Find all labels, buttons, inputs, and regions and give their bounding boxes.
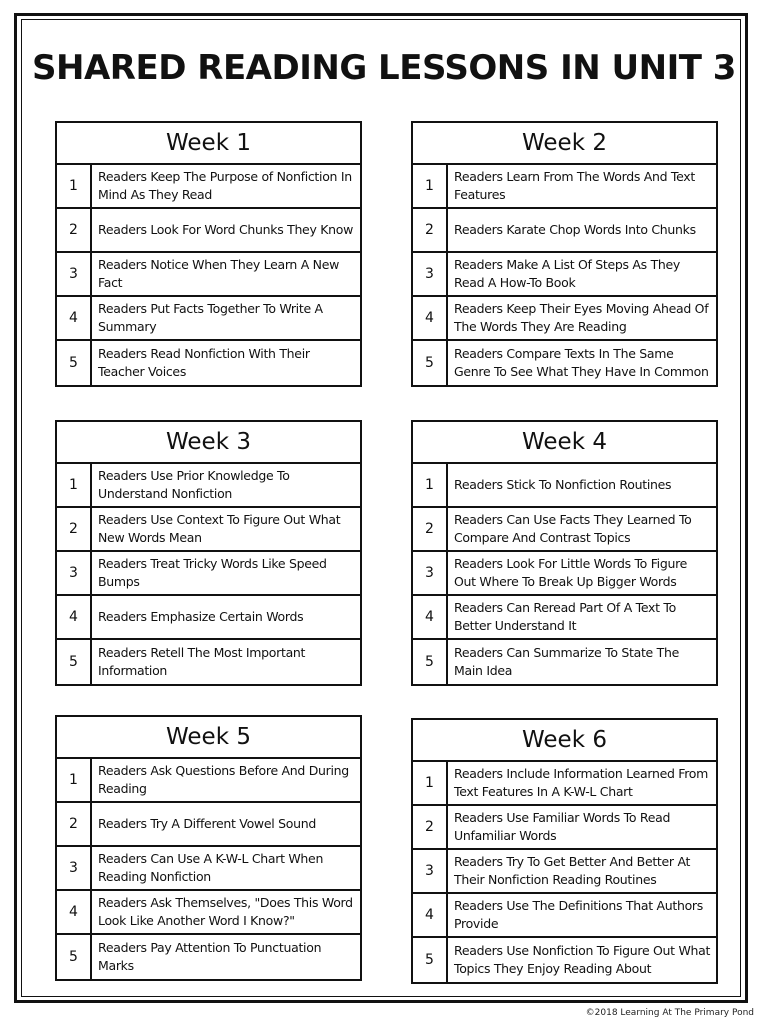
lesson-number: 2: [413, 806, 448, 848]
week-5-table: [55, 715, 362, 981]
lesson-number: 1: [413, 762, 448, 804]
lesson-number: 3: [413, 552, 448, 594]
lesson-row: [413, 552, 716, 596]
lesson-number: 4: [413, 297, 448, 339]
week-header: Week 1: [57, 123, 360, 165]
lesson-row: [57, 297, 360, 341]
lesson-text: Readers Look For Word Chunks They Know: [98, 222, 354, 237]
lesson-text: Readers Retell The Most Important Information: [98, 645, 306, 678]
lesson-number: 3: [57, 552, 92, 594]
lesson-text: Readers Pay Attention To Punctuation Marks: [98, 940, 322, 973]
lesson-text: Readers Try To Get Better And Better At Their Nonfiction Reading Routines: [454, 854, 691, 887]
lesson-text: Readers Look For Little Words To Figure Out Where To Break Up Bigger Words: [454, 556, 688, 589]
week-2-table: [411, 121, 718, 387]
lesson-number: 4: [57, 596, 92, 638]
lesson-row: [57, 341, 360, 385]
lesson-text: Readers Compare Texts In The Same Genre To See What They Have In Common: [454, 346, 709, 379]
lesson-row: [413, 297, 716, 341]
lesson-row: [413, 806, 716, 850]
lesson-text: Readers Can Summarize To State The Main Idea: [454, 645, 679, 678]
lesson-number: 5: [413, 938, 448, 982]
week-header: Week 4: [413, 422, 716, 464]
lesson-row: [413, 253, 716, 297]
page-title: SHARED READING LESSONS IN UNIT 3: [32, 48, 736, 88]
lesson-number: 5: [413, 640, 448, 684]
lesson-number: 4: [413, 894, 448, 936]
lesson-text: Readers Karate Chop Words Into Chunks: [454, 222, 696, 237]
lesson-text: Readers Include Information Learned From Text Features In A K-W-L Chart: [454, 766, 709, 799]
lesson-text: Readers Try A Different Vowel Sound: [98, 816, 316, 831]
lesson-text: Readers Notice When They Learn A New Fact: [98, 257, 340, 290]
lesson-number: 2: [57, 803, 92, 845]
lesson-row: [413, 508, 716, 552]
lesson-row: [57, 847, 360, 891]
lesson-text: Readers Use The Definitions That Authors Provide: [454, 898, 703, 931]
lesson-row: [57, 935, 360, 979]
lesson-number: 2: [57, 209, 92, 251]
lesson-row: [57, 464, 360, 508]
lesson-number: 4: [57, 297, 92, 339]
lesson-row: [57, 508, 360, 552]
lesson-row: [413, 209, 716, 253]
lesson-number: 5: [57, 935, 92, 979]
week-header: Week 2: [413, 123, 716, 165]
lesson-row: [413, 464, 716, 508]
copyright-footer: ©2018 Learning At The Primary Pond: [585, 1008, 754, 1018]
lesson-row: [57, 803, 360, 847]
lesson-number: 1: [413, 464, 448, 506]
lesson-text: Readers Put Facts Together To Write A Summary: [98, 301, 323, 334]
lesson-text: Readers Can Use A K-W-L Chart When Reading Nonfiction: [98, 851, 324, 884]
lesson-number: 2: [413, 508, 448, 550]
lesson-row: [413, 165, 716, 209]
lesson-number: 3: [57, 253, 92, 295]
lesson-row: [57, 165, 360, 209]
lesson-number: 3: [413, 850, 448, 892]
lesson-number: 1: [57, 464, 92, 506]
week-4-table: [411, 420, 718, 686]
week-3-table: [55, 420, 362, 686]
lesson-number: 4: [413, 596, 448, 638]
lesson-row: [413, 850, 716, 894]
week-6-table: [411, 718, 718, 984]
lesson-row: [413, 341, 716, 385]
lesson-text: Readers Use Nonfiction To Figure Out What Topics They Enjoy Reading About: [454, 943, 711, 976]
lesson-text: Readers Read Nonfiction With Their Teacher Voices: [98, 346, 310, 379]
lesson-row: [57, 552, 360, 596]
lesson-text: Readers Treat Tricky Words Like Speed Bumps: [98, 556, 327, 589]
lesson-text: Readers Keep The Purpose of Nonfiction In Mind As They Read: [98, 169, 352, 202]
lesson-number: 5: [57, 640, 92, 684]
lesson-row: [413, 762, 716, 806]
lesson-text: Readers Use Familiar Words To Read Unfamiliar Words: [454, 810, 671, 843]
lesson-row: [413, 640, 716, 684]
lesson-text: Readers Can Use Facts They Learned To Compare And Contrast Topics: [454, 512, 692, 545]
lesson-text: Readers Learn From The Words And Text Features: [454, 169, 695, 202]
lesson-text: Readers Keep Their Eyes Moving Ahead Of The Words They Are Reading: [454, 301, 709, 334]
lesson-row: [413, 938, 716, 982]
lesson-number: 3: [413, 253, 448, 295]
lesson-text: Readers Emphasize Certain Words: [98, 609, 304, 624]
lesson-text: Readers Ask Questions Before And During Reading: [98, 763, 349, 796]
lesson-number: 2: [413, 209, 448, 251]
lesson-row: [413, 894, 716, 938]
week-header: Week 3: [57, 422, 360, 464]
lesson-row: [57, 209, 360, 253]
lesson-text: Readers Use Prior Knowledge To Understand Nonfiction: [98, 468, 290, 501]
week-header: Week 6: [413, 720, 716, 762]
lesson-row: [57, 253, 360, 297]
lesson-number: 1: [57, 759, 92, 801]
lesson-row: [57, 759, 360, 803]
lesson-text: Readers Can Reread Part Of A Text To Better Understand It: [454, 600, 676, 633]
week-header: Week 5: [57, 717, 360, 759]
week-1-table: [55, 121, 362, 387]
lesson-number: 2: [57, 508, 92, 550]
lesson-number: 4: [57, 891, 92, 933]
lesson-row: [57, 640, 360, 684]
lesson-number: 1: [413, 165, 448, 207]
lesson-row: [57, 891, 360, 935]
lesson-text: Readers Make A List Of Steps As They Read A How-To Book: [454, 257, 681, 290]
lesson-number: 5: [413, 341, 448, 385]
lesson-number: 5: [57, 341, 92, 385]
lesson-row: [413, 596, 716, 640]
lesson-number: 3: [57, 847, 92, 889]
lesson-text: Readers Stick To Nonfiction Routines: [454, 477, 672, 492]
lesson-number: 1: [57, 165, 92, 207]
lesson-row: [57, 596, 360, 640]
lesson-text: Readers Ask Themselves, "Does This Word Look Like Another Word I Know?": [98, 895, 353, 928]
lesson-text: Readers Use Context To Figure Out What New Words Mean: [98, 512, 341, 545]
